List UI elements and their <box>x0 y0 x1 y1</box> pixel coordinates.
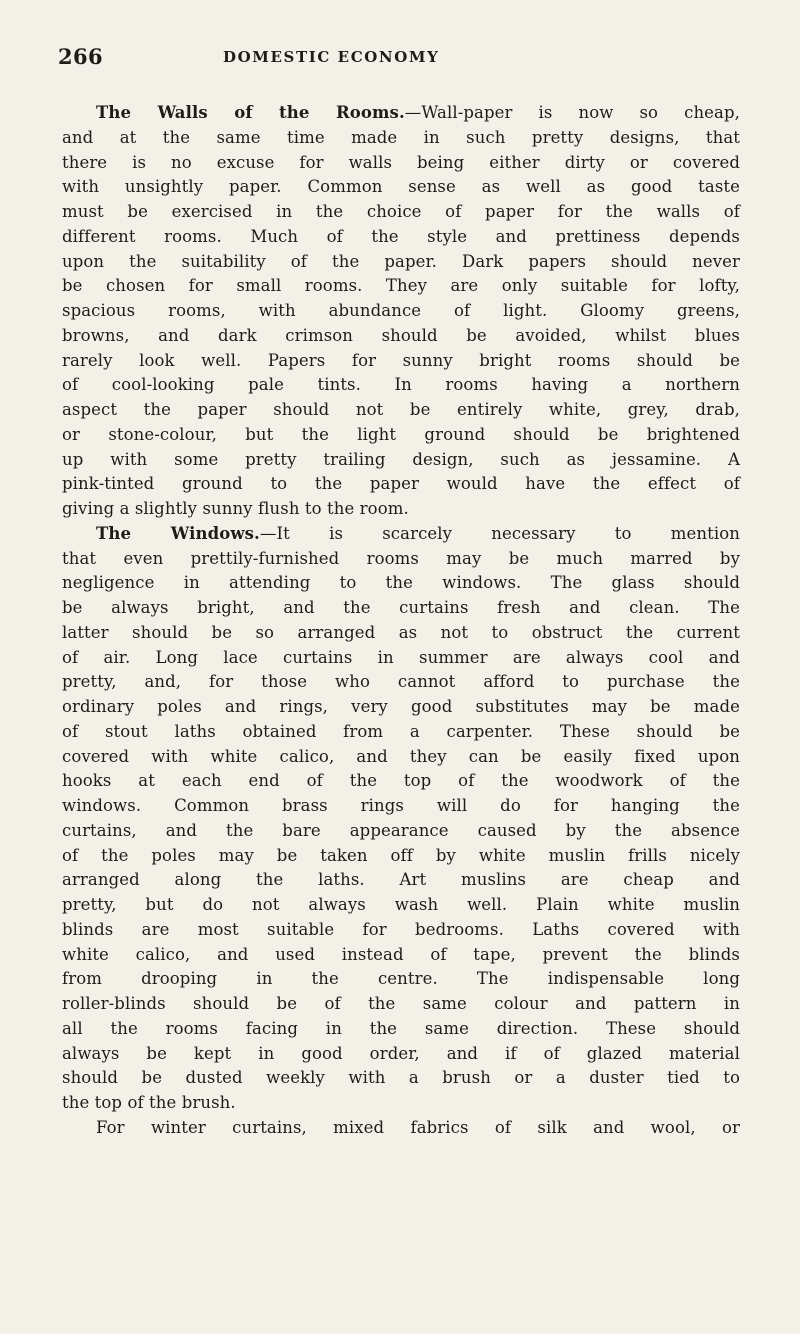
text-line: pink-tinted ground to the paper would have the effect of <box>62 474 740 494</box>
section-heading: The Windows. <box>96 523 260 543</box>
text-line: For winter curtains, mixed fabrics of silk and wool, or <box>96 1117 740 1137</box>
running-head <box>58 44 742 74</box>
text-line: spacious rooms, with abundance of light. Gloomy greens, <box>62 301 740 320</box>
text-line: negligence in attending to the windows. The glass should <box>62 573 740 593</box>
body-text <box>62 101 740 1141</box>
text-line: of stout laths obtained from a carpenter. These should be <box>62 721 740 741</box>
text-line: from drooping in the centre. The indispensable long <box>62 969 740 989</box>
text-line: pretty, but do not always wash well. Plain white muslin <box>62 895 740 914</box>
text-line: covered with white calico, and they can be easily fixed upon <box>62 746 740 766</box>
text-line: curtains, and the bare appearance caused by the absence <box>62 820 740 840</box>
text-line: ordinary poles and rings, very good substitutes may be made <box>62 697 740 716</box>
text-line: always be kept in good order, and if of glazed material <box>62 1043 740 1063</box>
text-line: of air. Long lace curtains in summer are always cool and <box>62 647 740 667</box>
text-line: be always bright, and the curtains fresh and clean. The <box>62 598 740 617</box>
text-line: or stone-colour, but the light ground should be brightened <box>62 424 740 444</box>
page-number: 266 <box>58 44 104 69</box>
text-line: The Walls of the Rooms.—Wall-paper is now so cheap, <box>96 103 740 122</box>
text-line: different rooms. Much of the style and prettiness depends <box>62 226 740 246</box>
text-line: of cool-looking pale tints. In rooms having a northern <box>62 375 740 395</box>
text-line: hooks at each end of the top of the woodwork of the <box>62 771 740 791</box>
text-line: all the rooms facing in the same direction. These should <box>62 1018 740 1038</box>
text-line: pretty, and, for those who cannot afford to purchase the <box>62 672 740 692</box>
text-line: the top of the brush. <box>62 1093 236 1112</box>
text-line: must be exercised in the choice of paper for the walls of <box>62 202 740 221</box>
text-line: white calico, and used instead of tape, prevent the blinds <box>62 944 740 964</box>
text-line: browns, and dark crimson should be avoided, whilst blues <box>62 325 740 345</box>
running-title: DOMESTIC ECONOMY <box>223 48 440 66</box>
text-line: should be dusted weekly with a brush or a duster tied to <box>62 1068 740 1088</box>
text-line: up with some pretty trailing design, such as jessamine. A <box>62 449 740 469</box>
text-line: aspect the paper should not be entirely white, grey, drab, <box>62 400 740 419</box>
text-line: arranged along the laths. Art muslins are cheap and <box>62 870 740 890</box>
text-line: The Windows.—It is scarcely necessary to mention <box>96 523 740 543</box>
text-line: rarely look well. Papers for sunny bright rooms should be <box>62 350 740 370</box>
text-line: be chosen for small rooms. They are only suitable for lofty, <box>62 276 740 296</box>
text-line: and at the same time made in such pretty designs, that <box>62 127 740 147</box>
text-line: upon the suitability of the paper. Dark papers should never <box>62 251 740 271</box>
text-line: windows. Common brass rings will do for hanging the <box>62 796 740 815</box>
text-line: of the poles may be taken off by white muslin frills nicely <box>62 845 740 865</box>
text-line: roller-blinds should be of the same colour and pattern in <box>62 994 740 1013</box>
text-line: that even prettily-furnished rooms may be much marred by <box>62 548 740 568</box>
text-line: blinds are most suitable for bedrooms. Laths covered with <box>62 919 740 939</box>
text-line: there is no excuse for walls being either dirty or covered <box>62 152 740 172</box>
text-line: latter should be so arranged as not to obstruct the current <box>62 622 740 642</box>
section-heading: The Walls of the Rooms. <box>96 103 405 122</box>
text-line: giving a slightly sunny flush to the room. <box>62 499 409 518</box>
text-line: with unsightly paper. Common sense as well as good taste <box>62 177 740 197</box>
